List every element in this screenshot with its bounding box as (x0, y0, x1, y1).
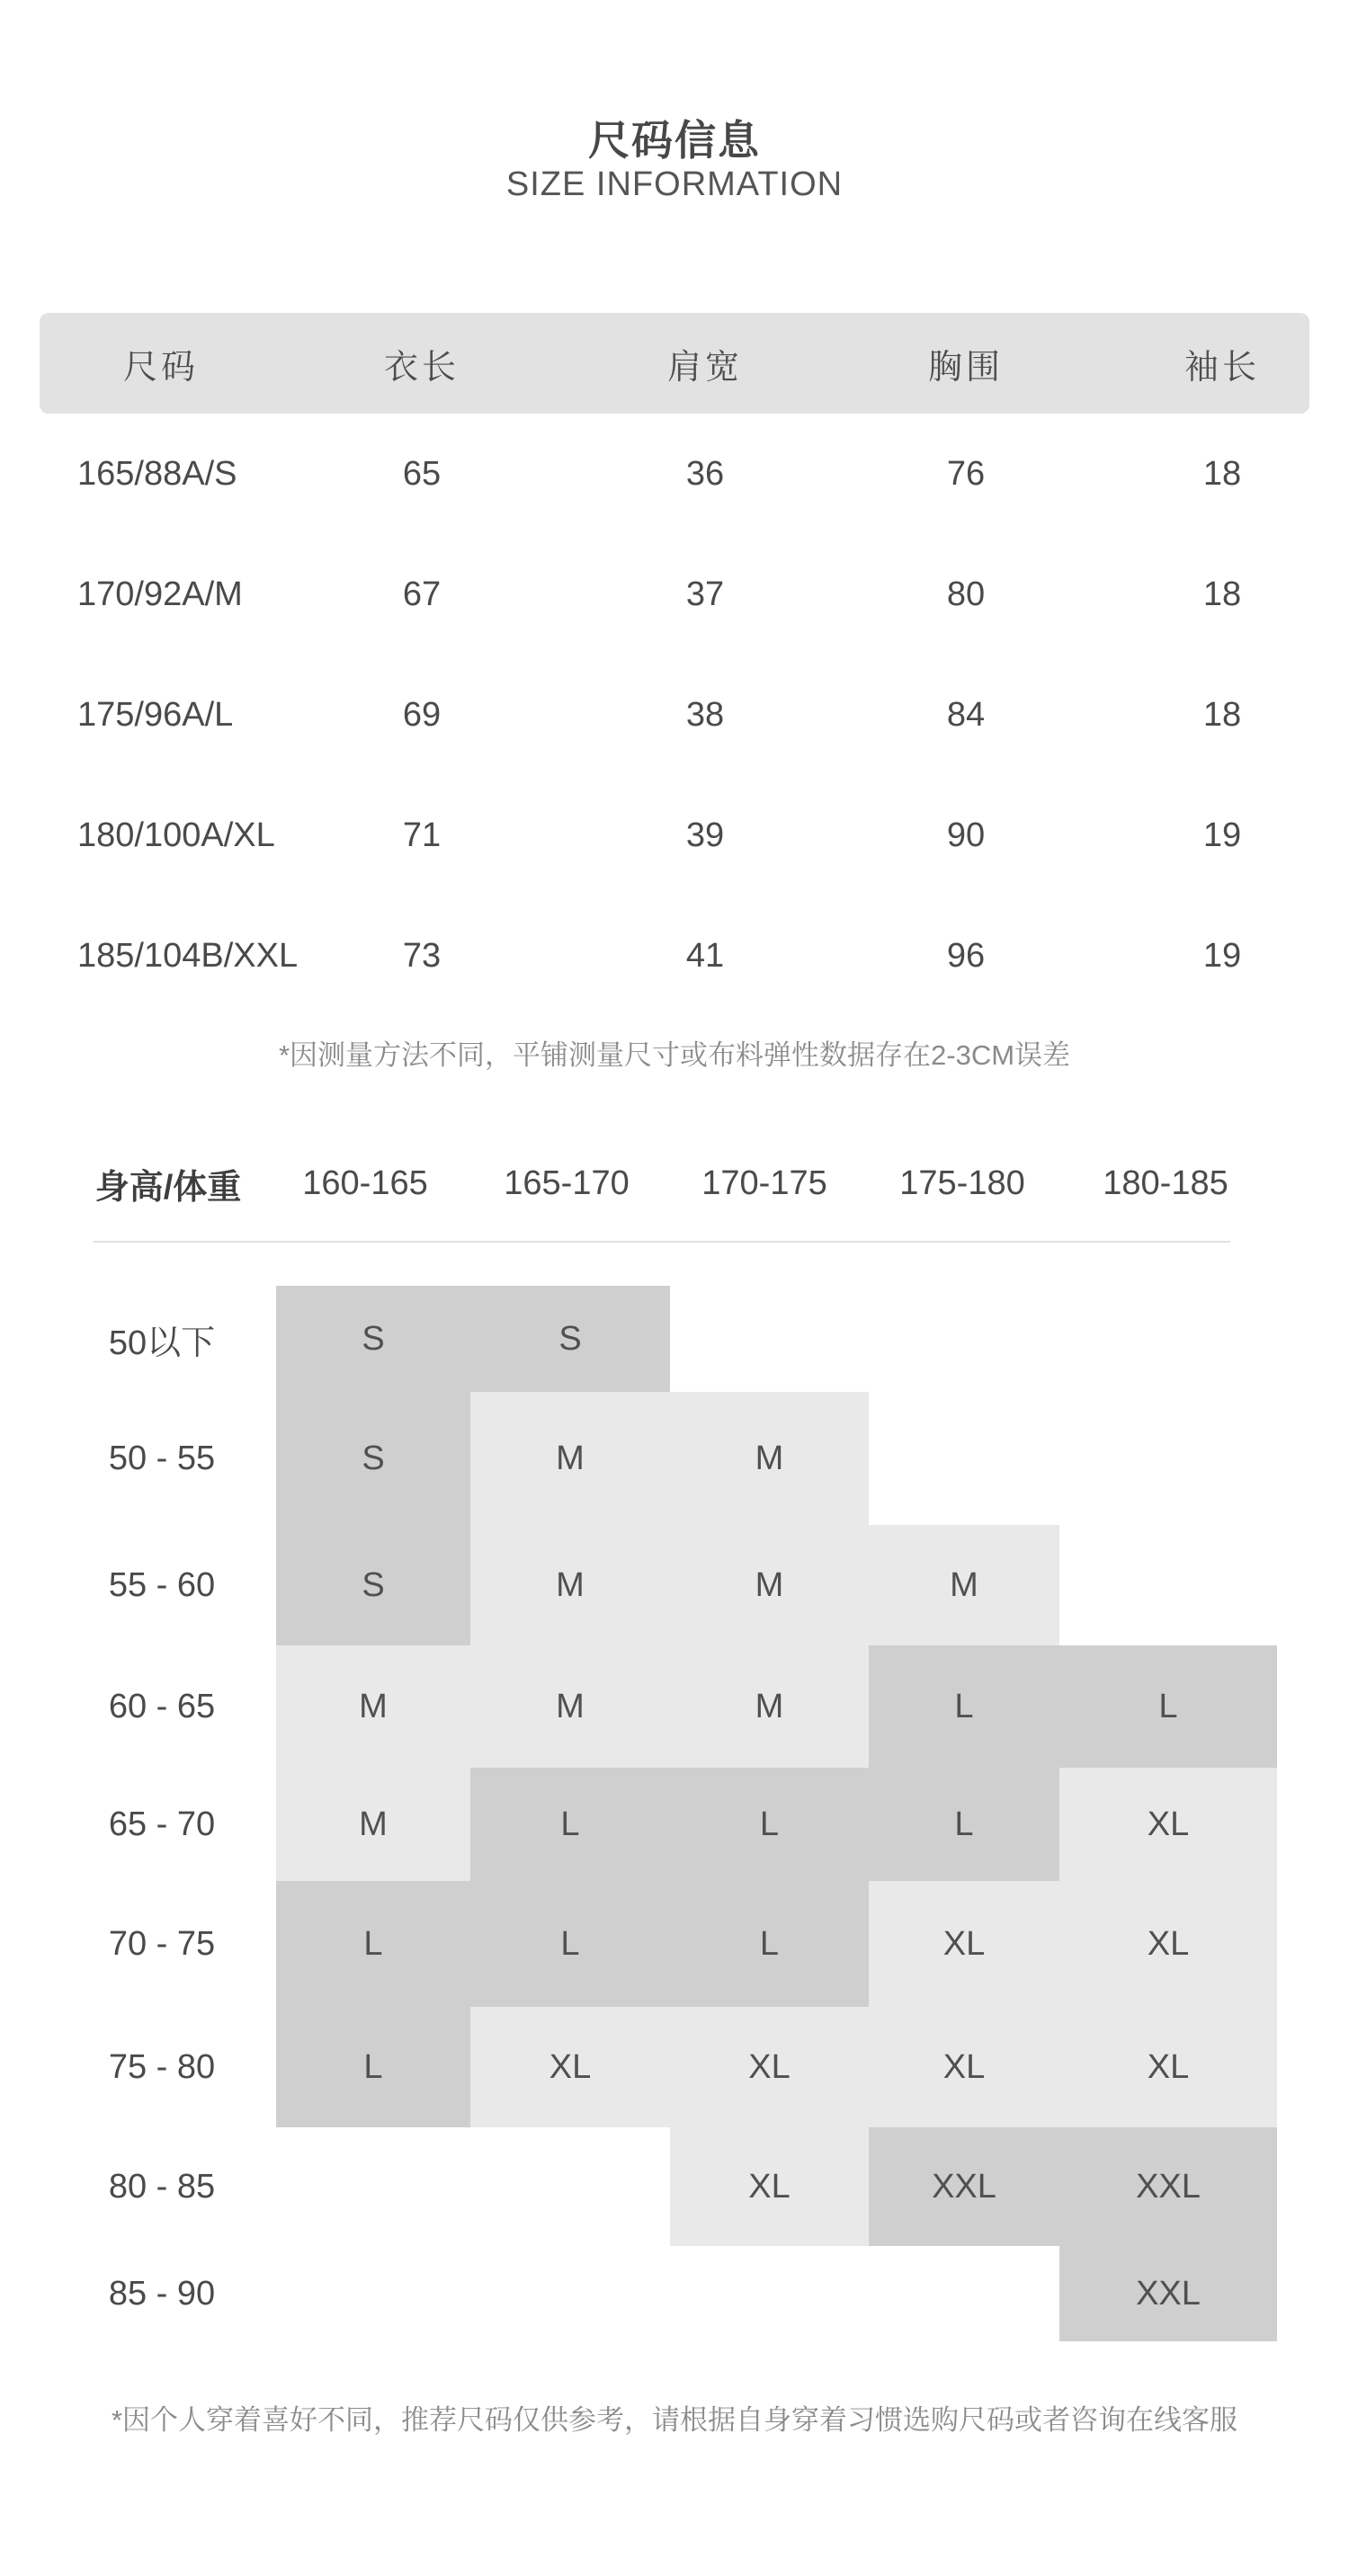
chest-value: 90 (946, 816, 986, 854)
chest-value: 80 (946, 575, 986, 613)
weight-range-label: 70 - 75 (108, 1924, 216, 1963)
recommended-size-cell: L (670, 1768, 869, 1881)
recommended-size-cell: XL (1059, 1881, 1277, 2007)
shoulder-value: 41 (685, 936, 725, 975)
column-header-shoulder: 肩宽 (666, 348, 743, 387)
size-code: 185/104B/XXL (77, 936, 299, 975)
recommended-size-cell: XL (470, 2007, 670, 2127)
column-header-size: 尺码 (122, 348, 199, 387)
height-range-label: 165-170 (504, 1163, 630, 1202)
recommended-size-cell: S (276, 1286, 470, 1392)
length-value: 65 (402, 454, 442, 493)
chest-value: 76 (946, 454, 986, 493)
recommended-size-cell: M (670, 1645, 869, 1768)
column-header-sleeve: 袖长 (1184, 348, 1260, 387)
recommended-size-cell: XXL (1059, 2127, 1277, 2246)
shoulder-value: 39 (685, 816, 725, 854)
recommended-size-cell: L (470, 1768, 670, 1881)
recommended-size-cell: L (470, 1881, 670, 2007)
recommended-size-cell: M (670, 1392, 869, 1525)
shoulder-value: 38 (685, 695, 725, 734)
recommended-size-cell: L (276, 1881, 470, 2007)
height-range-label: 180-185 (1103, 1163, 1228, 1202)
shoulder-value: 37 (685, 575, 725, 613)
weight-range-label: 85 - 90 (108, 2274, 216, 2313)
size-code: 170/92A/M (77, 575, 243, 613)
weight-range-label: 50 - 55 (108, 1439, 216, 1477)
size-code: 165/88A/S (77, 454, 237, 493)
weight-range-label: 65 - 70 (108, 1805, 216, 1843)
sleeve-value: 18 (1202, 575, 1242, 613)
recommended-size-cell: S (470, 1286, 670, 1392)
recommended-size-cell: L (869, 1645, 1059, 1768)
size-code: 180/100A/XL (77, 816, 275, 854)
column-header-chest: 胸围 (927, 348, 1004, 387)
weight-range-label: 80 - 85 (108, 2167, 216, 2206)
recommended-size-cell: L (869, 1768, 1059, 1881)
sleeve-value: 18 (1202, 454, 1242, 493)
recommended-size-cell: XL (670, 2127, 869, 2246)
length-value: 73 (402, 936, 442, 975)
weight-range-label: 50以下 (108, 1324, 216, 1362)
recommended-size-cell: M (869, 1525, 1059, 1645)
chest-value: 84 (946, 695, 986, 734)
recommended-size-cell: XL (869, 2007, 1059, 2127)
recommended-size-cell: XXL (1059, 2246, 1277, 2341)
length-value: 71 (402, 816, 442, 854)
chest-value: 96 (946, 936, 986, 975)
recommended-size-cell: XL (869, 1881, 1059, 2007)
recommended-size-cell: XL (1059, 2007, 1277, 2127)
page-title: 尺码信息 (588, 117, 761, 164)
recommended-size-cell: M (276, 1768, 470, 1881)
recommended-size-cell: M (470, 1645, 670, 1768)
recommended-size-cell: L (276, 2007, 470, 2127)
size-code: 175/96A/L (77, 695, 234, 734)
sleeve-value: 19 (1202, 816, 1242, 854)
recommended-size-cell: M (276, 1645, 470, 1768)
page-subtitle: SIZE INFORMATION (505, 165, 844, 203)
weight-range-label: 75 - 80 (108, 2047, 216, 2086)
weight-range-label: 60 - 65 (108, 1687, 216, 1725)
length-value: 69 (402, 695, 442, 734)
recommendation-note: *因个人穿着喜好不同，推荐尺码仅供参考，请根据自身穿着习惯选购尺码或者咨询在线客服 (111, 2404, 1238, 2436)
sleeve-value: 19 (1202, 936, 1242, 975)
sleeve-value: 18 (1202, 695, 1242, 734)
column-header-length: 衣长 (383, 348, 460, 387)
recommended-size-cell: S (276, 1392, 470, 1525)
measurement-note: *因测量方法不同，平铺测量尺寸或布料弹性数据存在2-3CM误差 (278, 1039, 1071, 1071)
recommended-size-cell: M (670, 1525, 869, 1645)
recommended-size-cell: M (470, 1525, 670, 1645)
weight-range-label: 55 - 60 (108, 1565, 216, 1604)
length-value: 67 (402, 575, 442, 613)
height-range-label: 175-180 (899, 1163, 1025, 1202)
recommended-size-cell: XXL (869, 2127, 1059, 2246)
shoulder-value: 36 (685, 454, 725, 493)
recommended-size-cell: S (276, 1525, 470, 1645)
height-weight-label: 身高/体重 (94, 1168, 242, 1207)
recommended-size-cell: M (470, 1392, 670, 1525)
height-range-label: 160-165 (302, 1163, 428, 1202)
height-range-label: 170-175 (701, 1163, 827, 1202)
recommended-size-cell: XL (670, 2007, 869, 2127)
recommended-size-cell: L (1059, 1645, 1277, 1768)
recommended-size-cell: XL (1059, 1768, 1277, 1881)
recommended-size-cell: L (670, 1881, 869, 2007)
